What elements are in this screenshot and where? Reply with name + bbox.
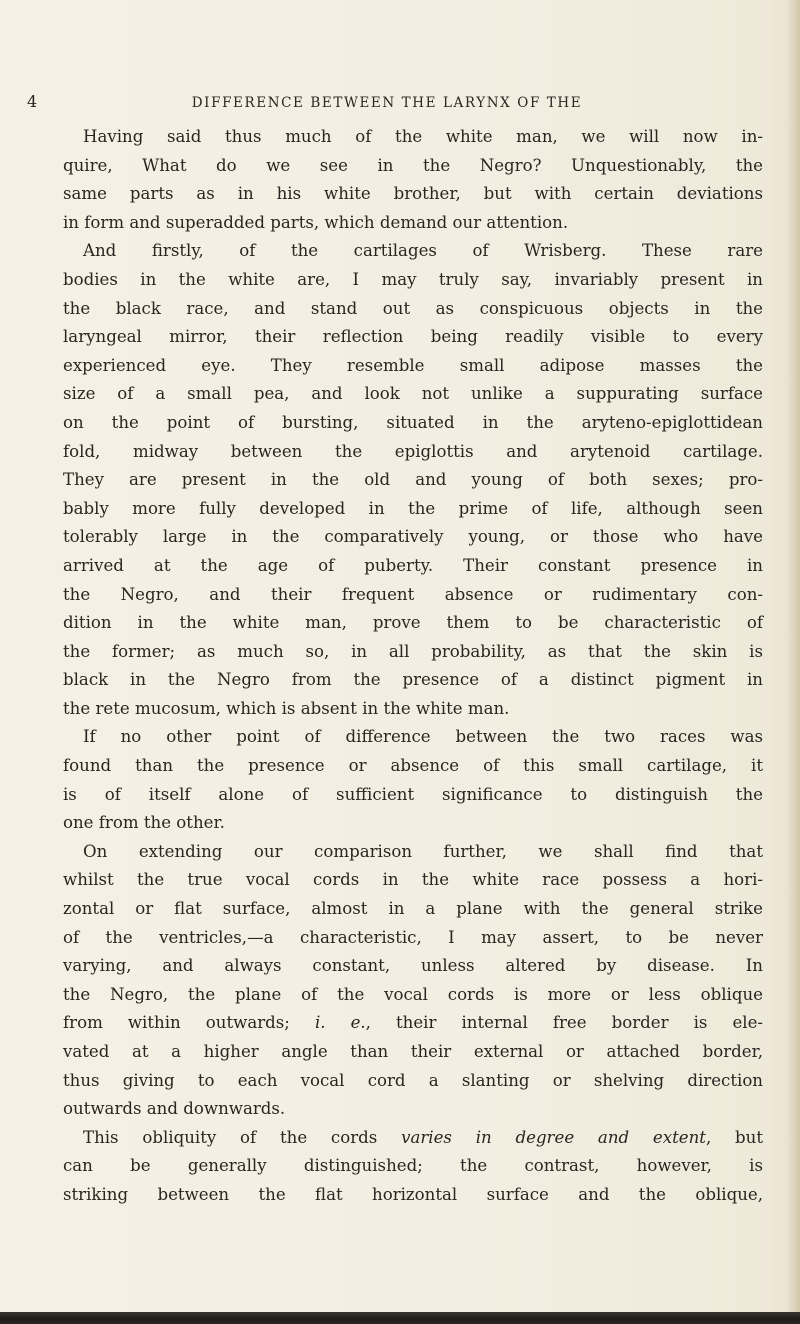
text-line: vated at a higher angle than their external or attached border, bbox=[63, 1042, 763, 1061]
text-line: size of a small pea, and look not unlike a suppurating surface bbox=[63, 384, 763, 404]
text-line: the rete mucosum, which is absent in the white man. bbox=[63, 698, 510, 718]
text-line: If no other point of difference between the two races was bbox=[83, 727, 763, 747]
text-line: black in the Negro from the presence of a distinct pigment in bbox=[63, 670, 763, 690]
text-line: fold, midway between the epiglottis and arytenoid cartilage. bbox=[63, 441, 763, 461]
text-line: dition in the white man, prove them to be characteristic of bbox=[63, 613, 763, 633]
text-line: found than the presence or absence of this small cartilage, it bbox=[63, 756, 763, 776]
text-line: same parts as in his white brother, but with certain deviations bbox=[63, 184, 763, 204]
text-line: tolerably large in the comparatively young, or those who have bbox=[63, 527, 763, 547]
running-head: DIFFERENCE BETWEEN THE LARYNX OF THE bbox=[191, 95, 583, 111]
body-text bbox=[63, 123, 763, 1210]
text-line: outwards and downwards. bbox=[63, 1099, 286, 1119]
text-line: is of itself alone of sufficient significance to distinguish the bbox=[63, 784, 763, 804]
text-line: the black race, and stand out as conspicuous objects in the bbox=[63, 298, 763, 318]
text-line: can be generally distinguished; the contrast, however, is bbox=[63, 1156, 763, 1176]
text-line: of the ventricles,—a characteristic, I may assert, to be never bbox=[63, 927, 763, 947]
text-line: bably more fully developed in the prime of life, although seen bbox=[63, 498, 763, 518]
text-line: quire, What do we see in the Negro? Unquestionably, the bbox=[63, 155, 763, 175]
text-line: from within outwards; i. e., their internal free border is ele- bbox=[63, 1013, 764, 1033]
text-line: laryngeal mirror, their reflection being readily visible to every bbox=[63, 327, 763, 347]
text-line: varying, and always constant, unless altered by disease. In bbox=[63, 956, 763, 976]
text-line: They are present in the old and young of both sexes; pro- bbox=[63, 470, 763, 490]
text-line: Having said thus much of the white man, we will now in- bbox=[83, 127, 763, 146]
text-line: thus giving to each vocal cord a slanting or shelving direction bbox=[63, 1070, 763, 1090]
text-line: On extending our comparison further, we shall find that bbox=[83, 841, 763, 861]
text-line: And firstly, of the cartilages of Wrisberg. These rare bbox=[83, 241, 763, 261]
italic-phrase: i. e. bbox=[314, 1013, 366, 1033]
text-line: This obliquity of the cords varies in degree and extent, but bbox=[83, 1127, 763, 1147]
scan-bottom-edge bbox=[0, 1312, 800, 1324]
text-line: on the point of bursting, situated in the aryteno-epiglottidean bbox=[63, 412, 763, 432]
text-line: whilst the true vocal cords in the white race possess a hori- bbox=[63, 870, 763, 890]
text-line: one from the other. bbox=[63, 813, 225, 833]
text-line: arrived at the age of puberty. Their constant presence in bbox=[63, 555, 763, 575]
text-line: in form and superadded parts, which demand our attention. bbox=[63, 212, 569, 232]
text-line: the Negro, and their frequent absence or rudimentary con- bbox=[63, 584, 763, 604]
text-line: striking between the flat horizontal surface and the oblique, bbox=[63, 1184, 763, 1204]
text-line: the Negro, the plane of the vocal cords is more or less oblique bbox=[63, 984, 763, 1004]
text-line: experienced eye. They resemble small adipose masses the bbox=[63, 355, 763, 375]
page-edge-shadow bbox=[786, 0, 800, 1324]
text-line: the former; as much so, in all probability, as that the skin is bbox=[63, 641, 763, 661]
page-number: 4 bbox=[27, 92, 38, 111]
text-line: zontal or flat surface, almost in a plane with the general strike bbox=[63, 899, 763, 919]
page-header bbox=[27, 92, 747, 112]
text-line: bodies in the white are, I may truly say, invariably present in bbox=[63, 269, 763, 289]
italic-phrase: varies in degree and extent bbox=[401, 1127, 706, 1147]
